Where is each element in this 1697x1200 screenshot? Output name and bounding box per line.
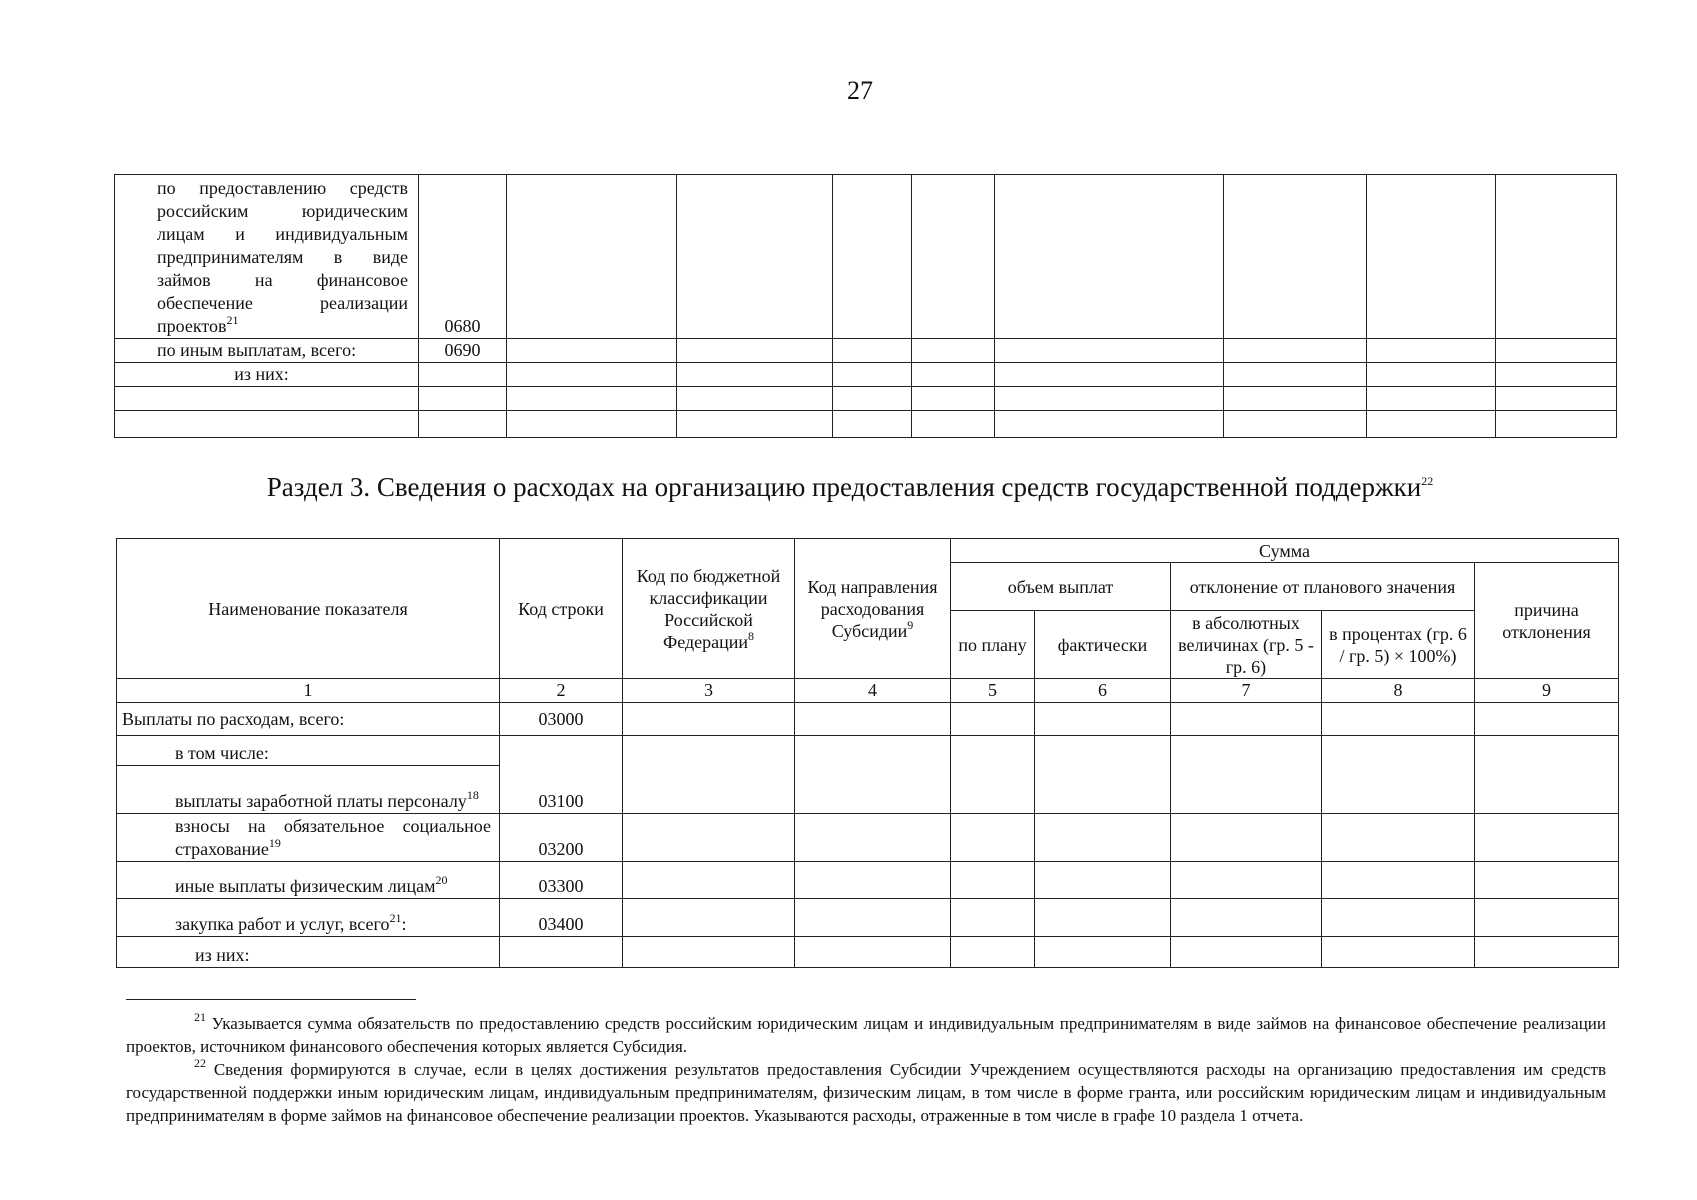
header-sum: Сумма: [951, 539, 1619, 563]
row-code-cell: 0680: [419, 175, 507, 339]
row-name-cell: из них:: [115, 363, 419, 387]
section-3-table: [116, 538, 1619, 968]
row-name-cell: иные выплаты физическим лицам$^{20}$: [117, 862, 500, 899]
header-volume: объем выплат: [951, 563, 1171, 611]
row-code-cell: [419, 363, 507, 387]
row-name-cell: из них:: [117, 937, 500, 968]
table-row: [115, 175, 1617, 339]
row-name-cell: [115, 387, 419, 411]
header-pct: в процентах (гр. 6 / гр. 5) × 100%): [1322, 611, 1475, 679]
header-row: [117, 539, 1619, 563]
table-row: [115, 363, 1617, 387]
table-row: [117, 736, 1619, 766]
col-number: 9: [1475, 679, 1619, 703]
table-row: [117, 937, 1619, 968]
row-code-cell: 03300: [500, 862, 623, 899]
table-row: [117, 814, 1619, 862]
col-number: 2: [500, 679, 623, 703]
col-number: 6: [1035, 679, 1171, 703]
row-name-cell: [115, 411, 419, 438]
header-bk-code: Код по бюджетной классификации Российской Федерации$^8$: [623, 539, 795, 679]
table-row: [117, 862, 1619, 899]
header-name: Наименование показателя: [117, 539, 500, 679]
row-code-cell: 03100: [500, 736, 623, 814]
header-plan: по плану: [951, 611, 1035, 679]
table-row: [117, 703, 1619, 736]
col-number: 1: [117, 679, 500, 703]
header-deviation: отклонение от планового значения: [1171, 563, 1475, 611]
footnote-21: $^{21}$ Указывается сумма обязательств по предоставлению средств российским юридическим лицам и индивидуальным предпринимателям в виде займов на финансовое обеспечение реализации проектов, источником финансового обеспечения которых является Субсидия.: [126, 1010, 1606, 1056]
col-number: 5: [951, 679, 1035, 703]
row-code-cell: 03200: [500, 814, 623, 862]
table-row: [115, 339, 1617, 363]
row-code-cell: 03000: [500, 703, 623, 736]
row-code-cell: [419, 411, 507, 438]
header-fact: фактически: [1035, 611, 1171, 679]
col-number: 8: [1322, 679, 1475, 703]
col-number: 3: [623, 679, 795, 703]
footnotes: [126, 1012, 1606, 1127]
row-name-cell: закупка работ и услуг, всего$^{21}$:: [117, 899, 500, 937]
header-reason: причина отклонения: [1475, 563, 1619, 679]
footnote-22: $^{22}$ Сведения формируются в случае, если в целях достижения результатов предоставления Субсидии Учреждением осуществляются расходы на организацию предоставления им средств государственной поддержки иным юридическим лицам, индивидуальным предпринимателям, физическим лицам, в том числе в форме гранта, или российским юридическим лицам и индивидуальным предпринимателям в форме займов на финансовое обеспечение реализации проектов. Указываются расходы, отраженные в том числе в графе 10 раздела 1 отчета.: [126, 1056, 1606, 1125]
row-name-cell: Выплаты по расходам, всего:: [117, 703, 500, 736]
table-row: [117, 899, 1619, 937]
page-number: 27: [847, 76, 873, 105]
continuation-table: [114, 174, 1617, 438]
header-direction-code: Код направления расходования Субсидии$^9$: [795, 539, 951, 679]
row-code-cell: 03400: [500, 899, 623, 937]
row-name-cell: выплаты заработной платы персоналу$^{18}$: [117, 766, 500, 814]
section-title: Раздел 3. Сведения о расходах на организацию предоставления средств государственной поддержки$^{22}$: [266, 472, 1434, 502]
row-name-cell: в том числе:: [117, 736, 500, 766]
row-name-cell: по предоставлению средств российским юридическим лицам и индивидуальным предпринимателям в виде займов на финансовое обеспечение реализации проектов$^{21}$: [115, 175, 419, 339]
header-abs: в абсолютных величинах (гр. 5 - гр. 6): [1171, 611, 1322, 679]
row-code-cell: [419, 387, 507, 411]
footnote-rule: [126, 999, 416, 1000]
column-number-row: [117, 679, 1619, 703]
row-code-cell: 0690: [419, 339, 507, 363]
header-row-code: Код строки: [500, 539, 623, 679]
table-row: [115, 411, 1617, 438]
row-name-cell: по иным выплатам, всего:: [115, 339, 419, 363]
col-number: 4: [795, 679, 951, 703]
row-name-cell: взносы на обязательное социальное страхование$^{19}$: [117, 814, 500, 862]
col-number: 7: [1171, 679, 1322, 703]
table-row: [115, 387, 1617, 411]
